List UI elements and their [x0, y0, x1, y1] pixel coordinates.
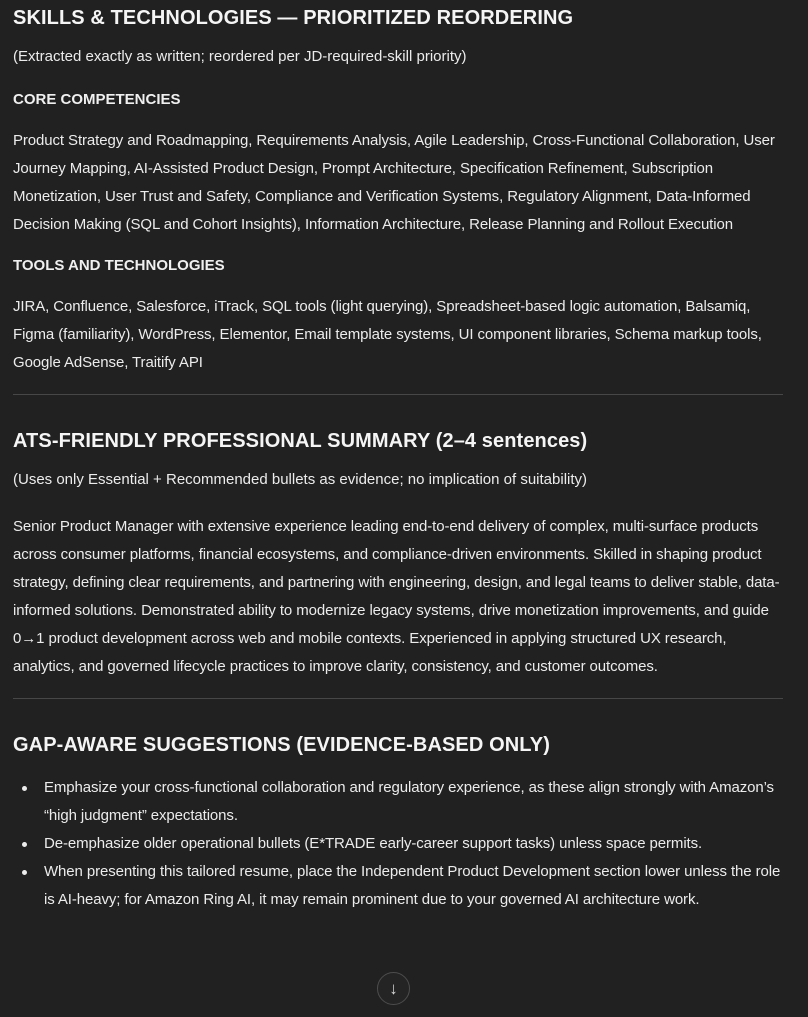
list-item-text: Emphasize your cross-functional collaboration and regulatory experience, as these align strongly with Amazon’s “high judgment” expectations. [44, 779, 774, 824]
list-item-text: De-emphasize older operational bullets (E*TRADE early-career support tasks) unless space permits. [44, 835, 703, 852]
bullet-icon [22, 786, 27, 791]
suggestions-list [13, 774, 783, 914]
section-title: ATS-FRIENDLY PROFESSIONAL SUMMARY (2–4 sentences) [13, 430, 588, 452]
section-divider [13, 698, 783, 699]
list-item [13, 858, 783, 914]
section-title: SKILLS & TECHNOLOGIES — PRIORITIZED REORDERING [13, 7, 574, 29]
scroll-to-bottom-button[interactable] [377, 972, 410, 1005]
list-item [13, 774, 783, 830]
section-note: (Extracted exactly as written; reordered per JD-required-skill priority) [13, 48, 467, 65]
section-skills-technologies [13, 4, 783, 377]
bullet-icon [22, 870, 27, 875]
subsection-heading-tools-technologies: TOOLS AND TECHNOLOGIES [13, 257, 225, 274]
core-competencies-paragraph: Product Strategy and Roadmapping, Requirements Analysis, Agile Leadership, Cross-Functional Collaboration, User Journey Mapping, AI-Assisted Product Design, Prompt Architecture, Specification Refinement, Subscription Monetization, User Trust and Safety, Compliance and Verification Systems, Regulatory Alignment, Data-Informed Decision Making (SQL and Cohort Insights), Information Architecture, Release Planning and Rollout Execution [13, 132, 775, 233]
bullet-icon [22, 842, 27, 847]
list-item-text: When presenting this tailored resume, place the Independent Product Development section lower unless the role is AI-heavy; for Amazon Ring AI, it may remain prominent due to your governed AI architecture work. [44, 863, 781, 908]
section-title: GAP-AWARE SUGGESTIONS (EVIDENCE-BASED ONLY) [13, 734, 550, 756]
section-professional-summary [13, 427, 783, 681]
section-divider [13, 394, 783, 395]
arrow-down-icon: ↓ [389, 979, 398, 998]
section-gap-aware-suggestions [13, 731, 783, 914]
professional-summary-paragraph: Senior Product Manager with extensive experience leading end-to-end delivery of complex, multi-surface products across consumer platforms, financial ecosystems, and compliance-driven environments. Skilled in shaping product strategy, defining clear requirements, and partnering with engineering, design, and legal teams to deliver stable, data-informed solutions. Demonstrated ability to modernize legacy systems, drive monetization improvements, and guide 0→1 product development across web and mobile contexts. Experienced in applying structured UX research, analytics, and governed lifecycle practices to improve clarity, consistency, and customer outcomes. [13, 518, 780, 675]
tools-technologies-paragraph: JIRA, Confluence, Salesforce, iTrack, SQL tools (light querying), Spreadsheet-based logic automation, Balsamiq, Figma (familiarity), WordPress, Elementor, Email template systems, UI component libraries, Schema markup tools, Google AdSense, Traitify API [13, 298, 762, 371]
list-item [13, 830, 783, 858]
section-note: (Uses only Essential + Recommended bullets as evidence; no implication of suitability) [13, 471, 588, 488]
subsection-heading-core-competencies: CORE COMPETENCIES [13, 91, 181, 108]
